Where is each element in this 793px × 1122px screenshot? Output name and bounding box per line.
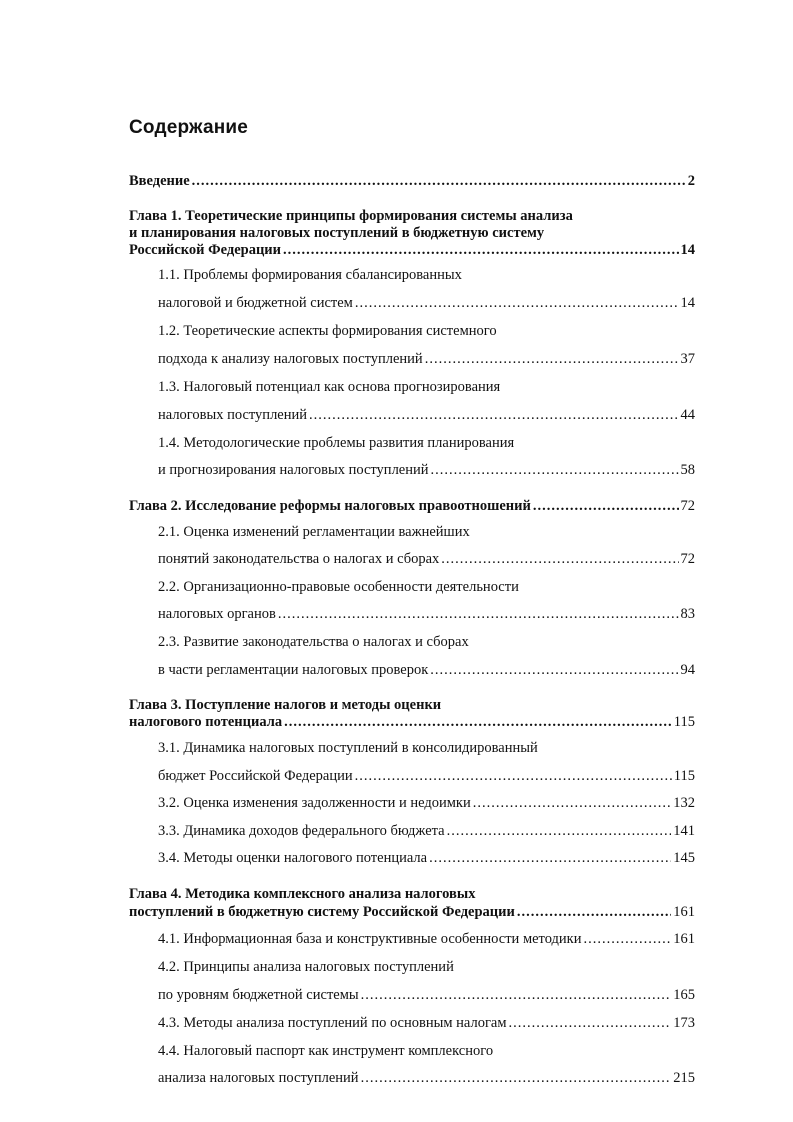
- section-title-line: 2.3. Развитие законодательства о налогах и сборах: [158, 634, 469, 650]
- dot-leader: [517, 902, 671, 922]
- section-title-line: 3.4. Методы оценки налогового потенциала: [158, 850, 428, 866]
- section-title-line: 1.1. Проблемы формирования сбалансированных: [158, 267, 462, 283]
- section-title-line: налоговых поступлений: [158, 407, 308, 423]
- toc-page: 145: [673, 850, 695, 866]
- toc-section-3-3[interactable]: [0, 821, 793, 841]
- dot-leader: [284, 712, 672, 732]
- dot-leader: [473, 793, 672, 813]
- dot-leader: [361, 985, 672, 1005]
- chapter-title-line: Глава 3. Поступление налогов и методы оценки: [129, 697, 442, 713]
- section-title-line: понятий законодательства о налогах и сборах: [158, 551, 440, 567]
- toc-page: 173: [673, 1015, 695, 1031]
- chapter-title-line: поступлений в бюджетную систему Российской Федерации: [129, 904, 515, 920]
- chapter-title-line: налогового потенциала: [129, 714, 283, 730]
- section-title-line: бюджет Российской Федерации: [158, 768, 353, 784]
- section-title-line: 4.1. Информационная база и конструктивные особенности методики: [158, 931, 582, 947]
- toc-page: 215: [673, 1070, 695, 1086]
- section-title-line: 3.3. Динамика доходов федерального бюджета: [158, 823, 445, 839]
- toc-label: Введение: [129, 173, 190, 189]
- section-title-line: налоговых органов: [158, 606, 276, 622]
- dot-leader: [355, 766, 672, 786]
- section-title-line: 2.1. Оценка изменений регламентации важнейших: [158, 524, 470, 540]
- toc-chapter-2[interactable]: [0, 496, 793, 516]
- section-title-line: налоговой и бюджетной систем: [158, 295, 353, 311]
- toc-page: 72: [680, 498, 695, 514]
- section-title-line: анализа налоговых поступлений: [158, 1070, 359, 1086]
- dot-leader: [283, 240, 678, 260]
- dot-leader: [425, 349, 679, 369]
- toc-page: 14: [680, 295, 695, 311]
- dot-leader: [430, 660, 678, 680]
- toc-page: 115: [673, 768, 695, 784]
- dot-leader: [533, 496, 679, 516]
- section-title-line: 1.3. Налоговый потенциал как основа прогнозирования: [158, 379, 501, 395]
- chapter-title-line: Российской Федерации: [129, 242, 282, 258]
- toc-page: 44: [680, 407, 695, 423]
- dot-leader: [509, 1013, 672, 1033]
- toc-page: 94: [680, 662, 695, 678]
- section-title-line: 1.2. Теоретические аспекты формирования системного: [158, 323, 497, 339]
- toc-section-4-1[interactable]: [0, 929, 793, 949]
- chapter-title-line: и планирования налоговых поступлений в бюджетную систему: [129, 225, 545, 241]
- toc-page: 37: [680, 351, 695, 367]
- page-title: Содержание: [129, 117, 249, 138]
- dot-leader: [447, 821, 672, 841]
- toc-page: 83: [680, 606, 695, 622]
- dot-leader: [309, 405, 678, 425]
- dot-leader: [429, 848, 671, 868]
- section-title-line: 2.2. Организационно-правовые особенности деятельности: [158, 579, 519, 595]
- toc-section-3-4[interactable]: [0, 848, 793, 868]
- toc-page: 141: [673, 823, 695, 839]
- dot-leader: [192, 171, 686, 191]
- dot-leader: [441, 549, 678, 569]
- chapter-title-line: Глава 2. Исследование реформы налоговых правоотношений: [129, 498, 531, 514]
- section-title-line: в части регламентации налоговых проверок: [158, 662, 429, 678]
- section-title-line: 3.2. Оценка изменения задолженности и недоимки: [158, 795, 471, 811]
- toc-page: 58: [680, 462, 695, 478]
- section-title-line: 4.4. Налоговый паспорт как инструмент комплексного: [158, 1043, 494, 1059]
- toc-page: 115: [673, 714, 695, 730]
- toc-page: 14: [680, 242, 695, 258]
- section-title-line: 4.2. Принципы анализа налоговых поступлений: [158, 959, 454, 975]
- dot-leader: [361, 1068, 672, 1088]
- section-title-line: и прогнозирования налоговых поступлений: [158, 462, 429, 478]
- toc-page: 165: [673, 987, 695, 1003]
- section-title-line: 1.4. Методологические проблемы развития планирования: [158, 435, 515, 451]
- dot-leader: [355, 293, 679, 313]
- toc-page: 161: [673, 904, 695, 920]
- toc-page: 132: [673, 795, 695, 811]
- toc-page: 2: [687, 173, 695, 189]
- toc-section-3-2[interactable]: [0, 793, 793, 813]
- dot-leader: [431, 460, 679, 480]
- section-title-line: по уровням бюджетной системы: [158, 987, 359, 1003]
- chapter-title-line: Глава 4. Методика комплексного анализа налоговых: [129, 886, 476, 902]
- toc-page: 72: [680, 551, 695, 567]
- chapter-title-line: Глава 1. Теоретические принципы формирования системы анализа: [129, 208, 573, 224]
- dot-leader: [278, 604, 679, 624]
- toc-entry-intro[interactable]: [0, 171, 793, 191]
- section-title-line: 3.1. Динамика налоговых поступлений в консолидированный: [158, 740, 538, 756]
- dot-leader: [583, 929, 671, 949]
- toc-page: 161: [673, 931, 695, 947]
- section-title-line: 4.3. Методы анализа поступлений по основным налогам: [158, 1015, 507, 1031]
- section-title-line: подхода к анализу налоговых поступлений: [158, 351, 423, 367]
- toc-section-4-3[interactable]: [0, 1013, 793, 1033]
